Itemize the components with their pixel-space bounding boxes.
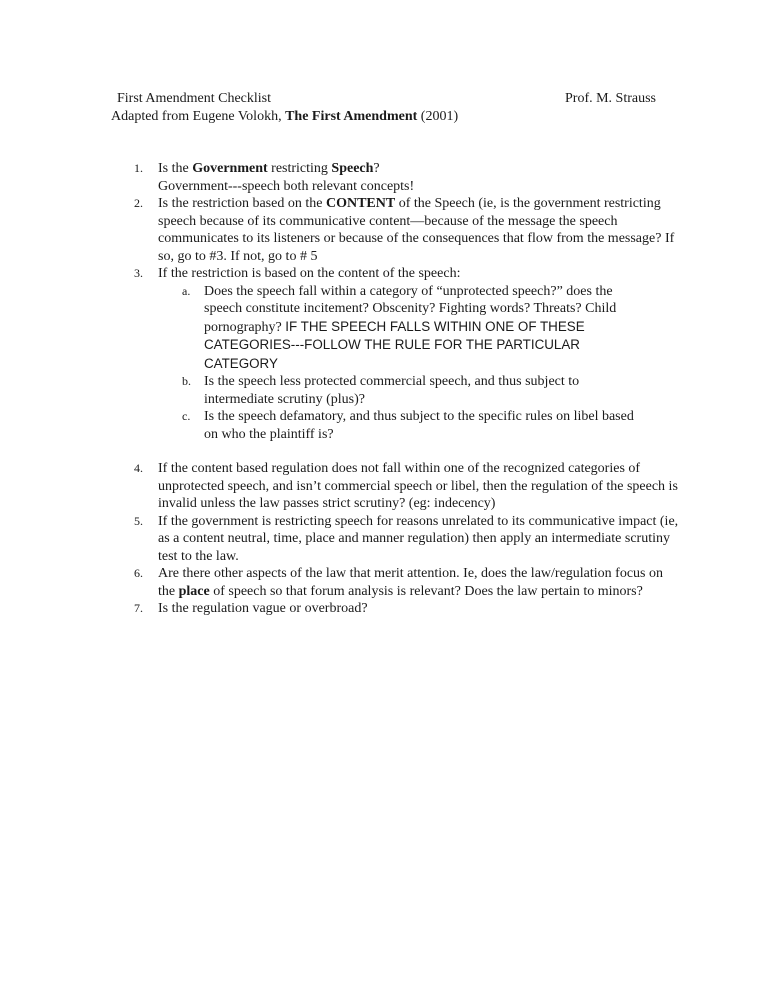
item-note: Government---speech both relevant concepts! — [158, 178, 415, 194]
item-number: 4. — [134, 461, 143, 475]
document-header — [111, 90, 459, 126]
document-title: First Amendment Checklist — [117, 91, 271, 106]
emphasis-speech: Speech — [331, 161, 374, 176]
emphasis-government: Government — [192, 161, 268, 176]
sub-item-text: Is the speech less protected commercial speech, and thus subject to intermediate scrutiny (plus)? — [204, 374, 580, 407]
sub-item-letter: a. — [182, 283, 191, 298]
item-text: If the content based regulation does not fall within one of the recognized categories of unprotected speech, and isn’t commercial speech or libel, then the regulation of the speech is invalid unless the law passes strict scrutiny? (eg: indecency) — [158, 461, 678, 511]
item-number: 7. — [134, 601, 143, 615]
item-text: Is the restriction based on the CONTENT of the Speech (ie, is the government restricting speech because of its communicative content—because of the message the speech communicates to its listeners or because of the consequences that flow from the message? If so, go to #3. If not, go to # 5 — [158, 196, 675, 264]
item-text: If the restriction is based on the content of the speech: — [158, 266, 461, 281]
sub-item-text: Is the speech defamatory, and thus subject to the specific rules on libel based on who the plaintiff is? — [204, 409, 634, 442]
item-number: 3. — [134, 266, 143, 280]
item-number: 5. — [134, 513, 143, 528]
rule-caps-text: IF THE SPEECH FALLS WITHIN ONE OF THESE CATEGORIES---FOLLOW THE RULE FOR THE PARTICULAR CATEGORY — [204, 318, 585, 371]
item-number: 1. — [134, 161, 143, 175]
attribution-line — [111, 108, 458, 126]
sub-item-b — [182, 373, 644, 408]
item-number: 2. — [134, 196, 143, 210]
checklist-item-7 — [134, 600, 683, 618]
publication-year: (2001) — [417, 109, 459, 124]
attribution-prefix: Adapted from Eugene Volokh, — [111, 109, 286, 124]
spacer — [0, 443, 768, 460]
emphasis-place: place — [178, 583, 210, 599]
checklist-item-6 — [134, 565, 683, 600]
checklist-item-5 — [134, 513, 683, 566]
author-name: Prof. M. Strauss — [565, 91, 657, 106]
checklist-item-1 — [134, 160, 683, 195]
emphasis-content: CONTENT — [325, 196, 396, 211]
sub-item-a — [182, 283, 644, 374]
checklist — [0, 160, 768, 618]
sub-item-letter: c. — [182, 409, 191, 423]
checklist-item-2 — [134, 195, 683, 265]
sub-item-c — [182, 408, 644, 443]
item-text: Are there other aspects of the law that merit attention. Ie, does the law/regulation focus on the place of speech so that forum analysis is relevant? Does the law pertain to minors? — [158, 566, 663, 599]
sub-item-text: Does the speech fall within a category of “unprotected speech?” does the speech constitute incitement? Obscenity? Fighting words? Threats? Child pornography? IF THE SPEECH FALLS WITHIN ONE OF THESE CATEGORIES---FOLLOW THE RULE FOR THE PARTICULAR CATEGORY — [204, 283, 617, 371]
item-number: 6. — [134, 566, 143, 580]
item-text: If the government is restricting speech for reasons unrelated to its communicative impact (ie, as a content neutral, time, place and manner regulation) then apply an intermediate scrutiny test to the law. — [158, 513, 679, 564]
item-text: Is the regulation vague or overbroad? — [158, 601, 368, 616]
sub-item-letter: b. — [182, 374, 191, 388]
book-title: The First Amendment — [285, 109, 418, 124]
item-text: Is the Government restricting Speech? — [158, 161, 380, 176]
checklist-item-4 — [134, 460, 683, 513]
checklist-item-3 — [134, 265, 683, 443]
